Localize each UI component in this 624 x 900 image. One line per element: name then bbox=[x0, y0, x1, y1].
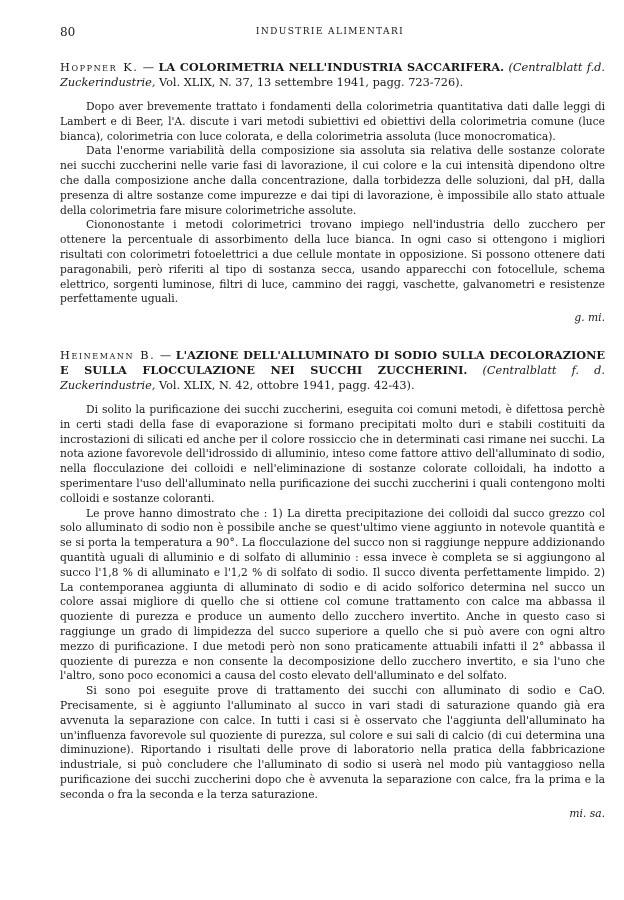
article-signature: g. mi. bbox=[574, 311, 605, 325]
heading-separator: — bbox=[138, 61, 159, 74]
article-paragraph: Si sono poi eseguite prove di trattamento dei succhi con alluminato di sodio e CaO. Precisamente, si è aggiunto l'alluminato al succo in vari stadi di saturazione quando già era avvenuta la separazione con calce. In tutti i casi si è osservato che l'aggiunta dell'alluminato ha un'influenza favorevole sul quoziente di purezza, sul colore e sui sali di calcio (di cui determina una diminuzione). Riportando i risultati delle prove di laboratorio nella pratica della fabbricazione industriale, si può concludere che l'alluminato di sodio si userà nel modo più vantaggioso nella purificazione dei succhi zuccherini dopo che è avvenuta la separazione con calce, fra la prima e la seconda o fra la seconda e la terza saturazione. bbox=[60, 684, 605, 801]
page-number: 80 bbox=[60, 25, 76, 39]
article-paragraph: Di solito la purificazione dei succhi zuccherini, eseguita coi comuni metodi, è difettosa perchè in certi stadi della fase di evaporazione si formano precipitati molto duri e stabili costituiti da incrostazioni di silicati ed anche per il colore rossiccio che in determinati casi rimane nei succhi. La nota azione favorevole dell'idrossido di alluminio, inteso come fattore attivo dell'alluminato di sodio, nella flocculazione dei colloidi e nell'eliminazione di sostanze colorate colloidali, ha indotto a sperimentare l'uso dell'alluminato nella purificazione dei succhi zuccherini i quali contengono molti colloidi e sostanze coloranti. bbox=[60, 403, 605, 505]
article-paragraph: Ciononostante i metodi colorimetrici trovano impiego nell'industria dello zucchero per ottenere la percentuale di assorbimento della luce bianca. In ogni caso si ottengono i migliori risultati con colorimetri fotoelettrici a due cellule montate in opposizione. Si possono ottenere dati paragonabili, però riferiti al tipo di sostanza secca, usando apparecchi con fotocellule, schema elettrico, sorgenti luminose, filtri di luce, cammino dei raggi, vaschette, galvanometri e resistenze perfettamente uguali. bbox=[60, 218, 605, 306]
article-heinemann bbox=[60, 348, 605, 820]
article-title: L'AZIONE DELL'ALLUMINATO DI SODIO SULLA DECOLORAZIONE E SULLA FLOCCULAZIONE NEI SUCCHI ZUCCHERINI. bbox=[60, 348, 606, 377]
article-paragraph: Le prove hanno dimostrato che : 1) La diretta precipitazione dei colloidi dal succo grezzo col solo alluminato di sodio non è possibile anche se quest'ultimo viene aggiunto in notevole quantità e se si porta la temperatura a 90°. La flocculazione del succo non si raggiunge neppure addizionando quantità uguali di alluminio e di solfato di alluminio : essa invece è completa se si aggiungono al succo l'1,8 % di alluminato e l'1,2 % di solfato di sodio. Il succo diventa perfettamente limpido. 2) La contemporanea aggiunta di alluminato di sodio e di acido solforico determina nel succo un colore assai migliore di quello che si ottiene col comune trattamento con calce ma abbassa il quoziente di purezza e produce un aumento dello zucchero invertito. Anche in questo caso si raggiunge un grado di limpidezza del succo superiore a quello che si può avere con ogni altro mezzo di purificazione. I due metodi però non sono praticamente attuabili infatti il 2° abbassa il quoziente di purezza e non consente la decomposizione dello zucchero invertito, e sia l'uno che l'altro, sono poco economici a causa del costo elevato dell'alluminato e del solfato. bbox=[60, 506, 605, 683]
running-title: INDUSTRIE ALIMENTARI bbox=[255, 27, 405, 37]
article-source-details: Vol. XLIX, N. 37, 13 settembre 1941, pagg. 723-726). bbox=[155, 76, 464, 89]
article-source-journal: (Centralblatt f. d. Zuckerindustrie, bbox=[60, 364, 605, 392]
article-signature: mi. sa. bbox=[569, 806, 605, 820]
article-hoppner bbox=[60, 60, 605, 324]
article-source-journal: (Centralblatt f.d. Zuckerindustrie, bbox=[60, 61, 605, 89]
article-author: Heinemann B. bbox=[60, 349, 156, 362]
article-heading bbox=[60, 348, 605, 393]
heading-separator: — bbox=[155, 349, 176, 362]
article-paragraph: Dopo aver brevemente trattato i fondamenti della colorimetria quantitativa dati dalle leggi di Lambert e di Beer, l'A. discute i vari metodi subiettivi ed obiettivi della colorimetria comune (luce bianca), colorimetria con luce colorata, e della colorimetria assoluta (luce monocromatica). bbox=[60, 100, 605, 143]
article-heading bbox=[60, 60, 605, 90]
article-author: Hoppner K. bbox=[60, 61, 139, 74]
page-header bbox=[60, 25, 600, 45]
article-title: LA COLORIMETRIA NELL'INDUSTRIA SACCARIFERA. bbox=[158, 60, 505, 74]
article-paragraph: Data l'enorme variabilità della composizione sia assoluta sia relativa delle sostanze colorate nei succhi zuccherini nelle varie fasi di lavorazione, il cui colore e la cui intensità dipendono oltre che dalla composizione anche dalla concentrazione, dalla torbidezza delle soluzioni, dal pH, dalla presenza di altre sostanze come impurezze e dai tipi di lavorazione, è impossibile allo stato attuale della colorimetria fare misure colorimetriche assolute. bbox=[60, 144, 605, 217]
article-source-details: Vol. XLIX, N. 42, ottobre 1941, pagg. 42-43). bbox=[155, 379, 415, 392]
